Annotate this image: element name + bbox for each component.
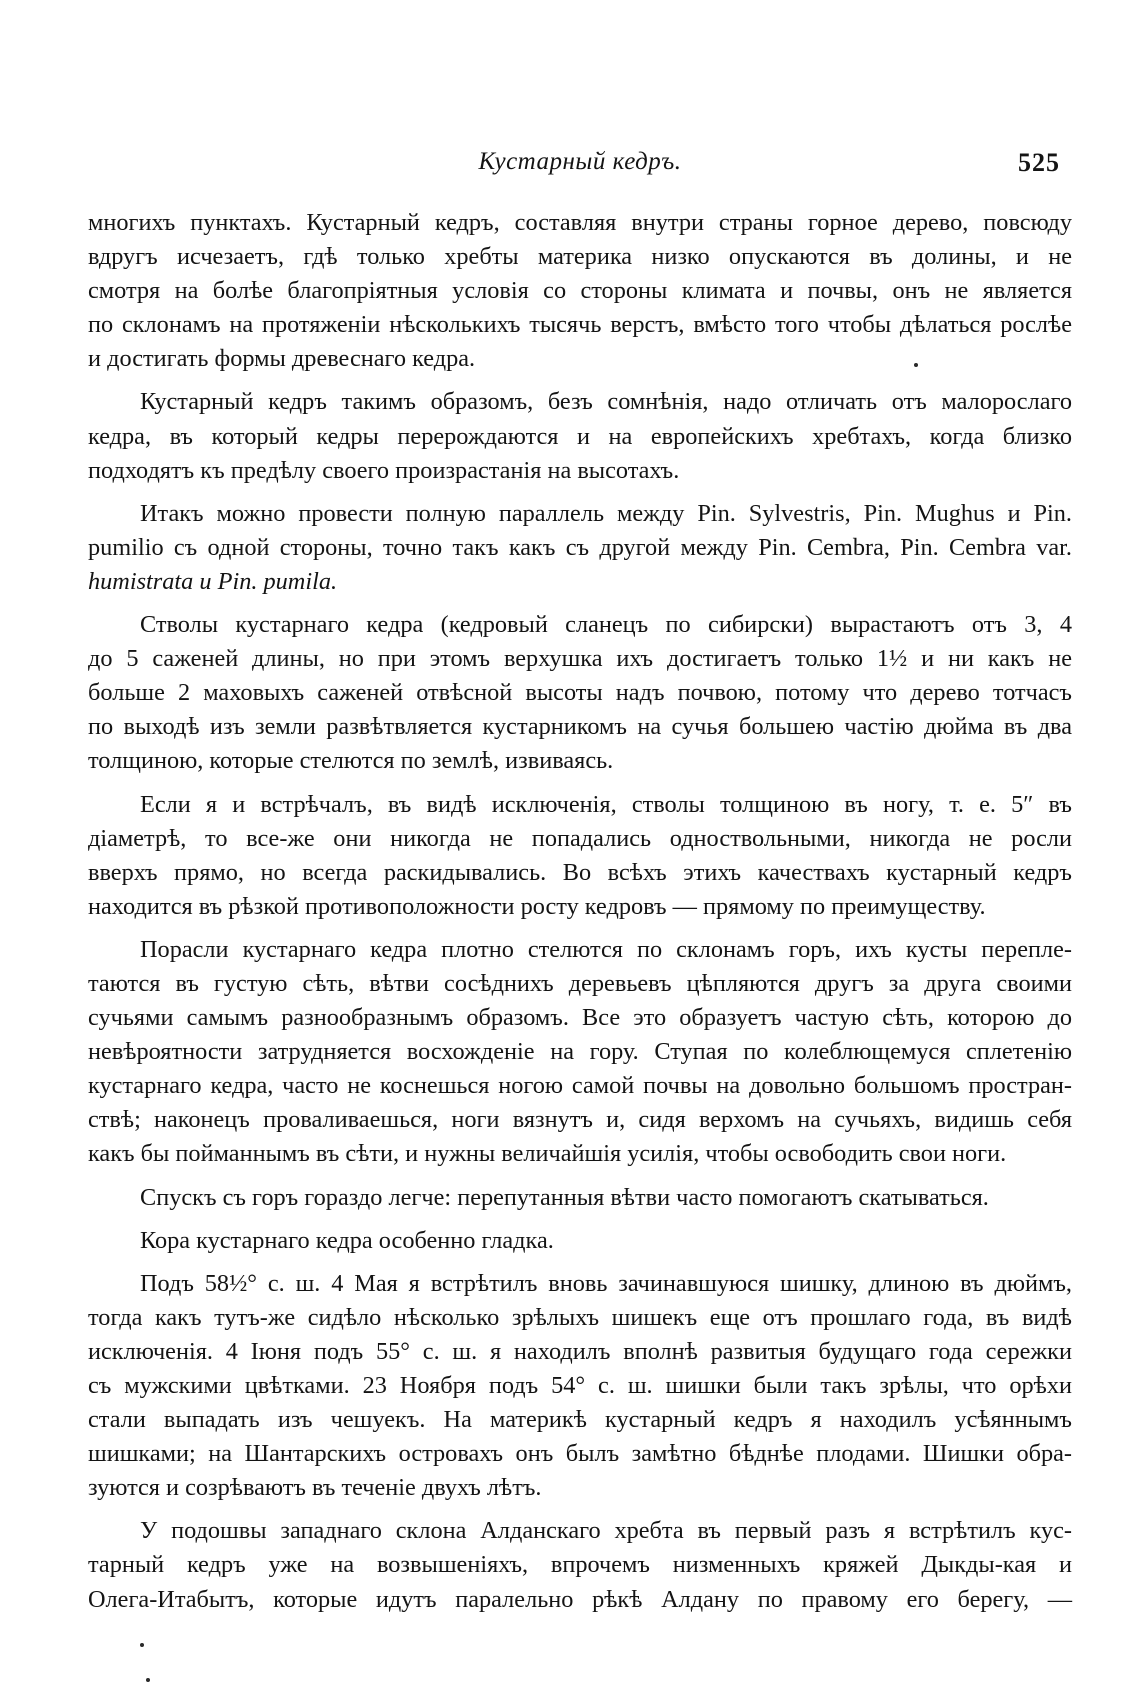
text-line: тарный кедръ уже на возвышеніяхъ, впрочемъ низменныхъ кряжей Дыкды-кая и <box>88 1551 1072 1579</box>
text-line: таются въ густую сѣть, вѣтви сосѣднихъ деревьевъ цѣпляются другъ за друга своими <box>88 969 1072 997</box>
text-line: Порасли кустарнаго кедра плотно стелются по склонамъ горъ, ихъ кусты переплe- <box>140 935 1072 963</box>
text-line: Олега-Итабытъ, которые идутъ паралельно рѣкѣ Алдану по правому его берегу, — <box>88 1585 1072 1613</box>
paragraph <box>88 1514 1072 1616</box>
text-line: Кора кустарнаго кедра особенно гладка. <box>140 1226 554 1254</box>
text-line: какъ бы пойманнымъ въ сѣти, и нужны величайшія усилія, чтобы освободить свои ноги. <box>88 1140 1007 1168</box>
paragraph <box>88 1181 1072 1215</box>
text-line: діаметрѣ, то все-же они никогда не попадались одноствольными, никогда не росли <box>88 824 1072 852</box>
text-line: pumilio съ одной стороны, точно такъ какъ съ другой между Pin. Cembra, Pin. Cembra var. <box>88 533 1072 561</box>
text-line: подходятъ къ предѣлу своего произрастанія на высотахъ. <box>88 456 680 484</box>
text-line: зуются и созрѣваютъ въ теченіе двухъ лѣтъ. <box>88 1474 542 1502</box>
text-line: многихъ пунктахъ. Кустарный кедръ, составляя внутри страны горное дерево, повсюду <box>88 209 1072 236</box>
text-line: больше 2 маховыхъ саженей отвѣсной высоты надъ почвою, потому что дерево тотчасъ <box>88 679 1072 707</box>
paragraph <box>88 385 1072 487</box>
scan-speck <box>140 1643 144 1647</box>
text-line: кустарнаго кедра, часто не коснешься ногою самой почвы на довольно большомъ простран- <box>88 1072 1072 1100</box>
text-line: толщиною, которые стелются по землѣ, извиваясь. <box>88 747 614 775</box>
text-line: смотря на болѣе благопріятныя условія со стороны климата и почвы, онъ не является <box>88 277 1072 305</box>
text-line: кедра, въ который кедры перерождаются и на европейскихъ хребтахъ, когда близко <box>88 422 1072 450</box>
page-number: 525 <box>1018 148 1060 177</box>
paragraph <box>88 497 1072 599</box>
page-header <box>88 148 1072 188</box>
body-text <box>88 206 1072 1617</box>
text-line: Итакъ можно провести полную параллель между Pin. Sylvestris, Pin. Mughus и Pin. <box>140 499 1072 527</box>
scan-speck <box>146 1678 150 1682</box>
paragraph <box>88 933 1072 1172</box>
text-line: съ мужскими цвѣтками. 23 Ноября подъ 54° с. ш. шишки были такъ зрѣлы, что орѣхи <box>88 1372 1072 1399</box>
text-line: и достигать формы древеснаго кедра. <box>88 345 476 373</box>
text-line: невѣроятности затрудняется восхожденіе на гору. Ступая по колеблющемуся сплетенію <box>88 1038 1072 1066</box>
text-line: по выходѣ изъ земли развѣтвляется кустарникомъ на сучья большею частію дюйма въ два <box>88 713 1072 741</box>
text-line: по склонамъ на протяженіи нѣсколькихъ тысячь верстъ, вмѣсто того чтобы дѣлаться рослѣе <box>88 311 1072 339</box>
text-line: шишками; на Шантарскихъ островахъ онъ былъ замѣтно бѣднѣе плодами. Шишки обра- <box>88 1440 1072 1468</box>
text-line: Кустарный кедръ такимъ образомъ, безъ сомнѣнія, надо отличать отъ малорослаго <box>140 388 1072 416</box>
text-line: Подъ 58½° с. ш. 4 Мая я встрѣтилъ вновь зачинавшуюся шишку, длиною въ дюймъ, <box>140 1269 1072 1297</box>
text-line: У подошвы западнаго склона Алданскаго хребта въ первый разъ я встрѣтилъ кус- <box>140 1517 1072 1545</box>
text-line: до 5 саженей длины, но при этомъ верхушка ихъ достигаетъ только 1½ и ни какъ не <box>88 645 1072 673</box>
paragraph <box>88 206 1072 376</box>
scan-speck <box>914 363 918 367</box>
running-title: Кустарный кедръ. <box>478 148 682 175</box>
text-line: сучьями самымъ разнообразнымъ образомъ. Все это образуетъ частую сѣть, которою до <box>88 1004 1072 1032</box>
text-line: Стволы кустарнаго кедра (кедровый сланецъ по сибирски) вырастаютъ отъ 3, 4 <box>140 611 1072 639</box>
paragraph <box>88 1267 1072 1506</box>
text-line: вверхъ прямо, но всегда раскидывались. Во всѣхъ этихъ качествахъ кустарный кедръ <box>88 858 1072 886</box>
text-line: находится въ рѣзкой противоположности росту кедровъ — прямому по преимуществу. <box>88 892 986 920</box>
text-line: Спускъ съ горъ гораздо легче: перепутанныя вѣтви часто помогаютъ скатываться. <box>140 1183 989 1211</box>
paragraph <box>88 1224 1072 1258</box>
paragraph <box>88 608 1072 778</box>
text-line: humistrata и Pin. pumila. <box>88 567 338 595</box>
text-line: вдругъ исчезаетъ, гдѣ только хребты материка низко опускаются въ долины, и не <box>88 243 1072 271</box>
text-line: Если я и встрѣчалъ, въ видѣ исключенія, стволы толщиною въ ногу, т. е. 5″ въ <box>140 790 1072 818</box>
text-line: ствѣ; наконецъ проваливаешься, ноги вязнутъ и, сидя верхомъ на сучьяхъ, видишь себя <box>88 1106 1072 1134</box>
text-line: стали выпадать изъ чешуекъ. На материкѣ кустарный кедръ я находилъ усѣяннымъ <box>88 1406 1072 1434</box>
text-line: исключенія. 4 Іюня подъ 55° с. ш. я находилъ вполнѣ развитыя будущаго года сережки <box>88 1337 1072 1365</box>
paragraph <box>88 788 1072 924</box>
text-line: тогда какъ тутъ-же сидѣло нѣсколько зрѣлыхъ шишекъ еще отъ прошлаго года, въ видѣ <box>88 1303 1072 1331</box>
